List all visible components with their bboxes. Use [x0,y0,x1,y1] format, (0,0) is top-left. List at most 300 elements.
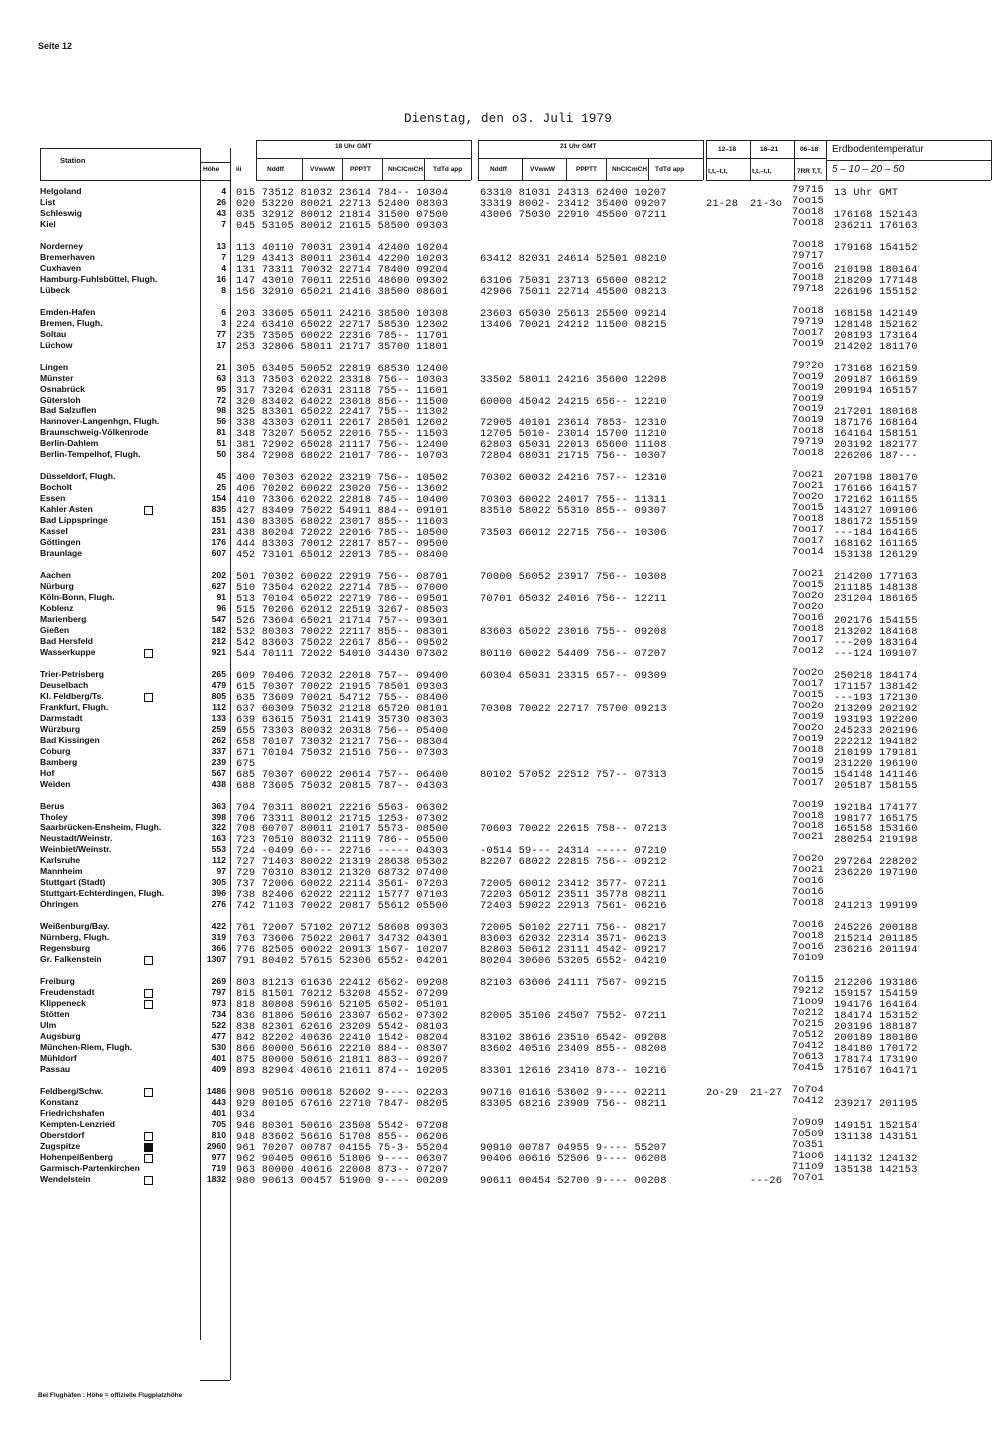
station-name: Bad Lippspringe [40,515,108,526]
obs-21-utc: 83301 12616 23410 873-- 10216 [480,1064,667,1077]
obs-18-utc: 253 32806 58011 21717 35700 11801 [236,340,449,353]
station-elevation: 719 [211,1162,226,1173]
soil-temperature: 213209 202192 [834,702,918,715]
soil-temperature: 280254 219198 [834,834,918,847]
obs-18-utc: 763 73606 75022 20617 34732 04301 [236,933,449,946]
station-name: München-Riem, Flugh. [40,1041,133,1052]
station-name: Koblenz [40,603,74,613]
rule-line [478,180,703,181]
station-elevation: 98 [216,405,226,416]
temp-06-18: 7oo16 [791,611,824,624]
obs-18-utc: 113 40110 70031 23914 42400 10204 [236,241,449,254]
station-name: Freudenstadt [40,987,95,998]
obs-21-utc: 72005 50102 22711 756-- 08217 [480,922,667,935]
header-erd-depths: 5 – 10 – 20 – 50 [832,164,905,175]
obs-21-utc: 90406 00616 52506 9---- 06208 [480,1152,667,1165]
obs-18-utc: 776 82505 60022 20913 1567- 10207 [236,944,449,957]
table-row [0,216,1000,232]
obs-18-utc: 803 81213 61636 22412 6562- 09208 [236,977,449,990]
soil-temperature: 159157 154159 [834,988,918,1001]
rule-line [750,140,751,180]
obs-21-utc: 63412 82031 24614 52501 08210 [480,252,667,265]
station-name: Saarbrücken-Ensheim, Flugh. [40,822,162,833]
station-elevation: 262 [211,734,226,745]
header-18-col-1: VVwwW [310,166,335,173]
station-elevation: 50 [216,449,226,460]
station-name: Garmisch-Partenkirchen [40,1162,140,1173]
obs-21-utc: 63310 81031 24313 62400 10207 [480,187,667,199]
obs-18-utc: 836 81806 50616 23307 6562- 07302 [236,1010,449,1023]
station-elevation: 366 [211,943,226,954]
obs-18-utc: 961 70207 00787 04155 75-3- 55204 [236,1141,449,1154]
station-name: Passau [40,1063,71,1074]
obs-21-utc: 83603 65022 23016 755-- 09208 [480,625,667,638]
temp-06-18: 7oo18 [791,622,824,635]
soil-temperature: 131138 143151 [834,1130,918,1143]
soil-temperature: 214200 177163 [834,571,918,584]
temp-06-18: 7oo18 [791,930,824,943]
rule-line [522,158,523,180]
temp-06-18: 711o9 [791,1160,824,1173]
obs-21-utc: 43006 75030 22910 45500 07211 [480,208,667,221]
table-row [0,282,1000,298]
station-name: Bocholt [40,482,72,493]
table-row [0,831,1000,847]
soil-temperature: 186172 155159 [834,516,918,529]
special-station-marker-icon [144,1088,153,1097]
station-elevation: 6 [221,306,226,317]
station-name: Feldberg/Schw. [40,1085,104,1096]
table-row [0,271,1000,287]
soil-temperature: ---209 183164 [834,636,918,649]
obs-18-utc: 045 53105 80012 21615 58500 09303 [236,219,449,232]
obs-21-utc: 72005 60012 23412 3577- 07211 [480,878,667,891]
soil-temperature: 205187 158155 [834,779,918,792]
station-elevation: 977 [211,1151,226,1162]
station-elevation: 522 [211,1019,226,1030]
obs-21-utc: 72403 59022 22913 7561- 06216 [480,900,667,913]
obs-18-utc: 317 73204 62031 23118 755-- 11601 [236,384,449,397]
station-elevation: 3 [221,317,226,328]
station-name: Weißenburg/Bay. [40,921,110,932]
table-row [0,579,1000,595]
station-name: Kahler Asten [40,504,93,515]
soil-temperature: 141132 124132 [834,1152,918,1165]
temp-18-21: 21-27 [750,1086,783,1099]
station-name: Lübeck [40,284,71,295]
station-elevation: 21 [216,361,226,372]
header-sub1: t,t,–t,t, [708,168,728,175]
header-sub3: 7RR T,T, [797,168,822,175]
temp-06-18: 7oo2o [791,590,824,603]
station-name: Stuttgart-Echterdingen, Flugh. [40,888,165,899]
table-row [0,886,1000,902]
temp-06-18: 7o613 [791,1050,824,1063]
obs-18-utc: 639 63615 75031 21419 35730 08303 [236,713,449,726]
obs-21-utc: 83603 62032 22314 3571- 06213 [480,933,667,946]
station-elevation: 1832 [206,1173,226,1184]
station-elevation: 91 [216,592,226,603]
temp-06-18: 7oo18 [791,897,824,910]
soil-temperature: 213202 184168 [834,625,918,638]
temp-06-18: 7oo19 [791,403,824,416]
obs-18-utc: 526 73604 65021 21714 757-- 09301 [236,614,449,627]
obs-18-utc: 381 72902 65028 21117 756-- 12400 [236,439,449,452]
station-elevation: 154 [211,493,226,504]
station-name: Braunlage [40,548,83,559]
station-name: Kassel [40,526,68,537]
station-name: Oberstdorf [40,1129,85,1140]
station-name: Würzburg [40,723,81,734]
table-row [0,1083,1000,1099]
station-elevation: 25 [216,482,226,493]
station-name: Bad Hersfeld [40,635,94,646]
temp-06-18: 7oo16 [791,260,824,273]
temp-06-18: 7o412 [791,1039,824,1052]
station-name: Deuselbach [40,679,89,690]
obs-18-utc: 738 82406 62022 22112 15777 07103 [236,889,449,902]
obs-21-utc: 90910 00787 04955 9---- 55207 [480,1141,667,1154]
obs-21-utc: 70303 60022 24017 755-- 11311 [480,494,667,507]
temp-06-18: 7o212 [791,1007,824,1020]
soil-temperature: 208193 173164 [834,329,918,342]
temp-06-18: 7oo16 [791,941,824,954]
obs-18-utc: 129 43413 80011 23614 42200 10203 [236,252,449,265]
station-elevation: 705 [211,1118,226,1129]
obs-18-utc: 815 81501 70212 53208 4552- 07209 [236,988,449,1001]
table-row [0,1028,1000,1044]
special-station-marker-icon [144,1176,153,1185]
obs-18-utc: 866 80000 56616 22210 884-- 08307 [236,1042,449,1055]
station-name: Kempten-Lenzried [40,1118,115,1129]
temp-06-18: 7oo17 [791,326,824,339]
obs-18-utc: 980 90613 00457 51900 9---- 00209 [236,1174,449,1187]
temp-06-18: 79?2o [791,359,824,372]
temp-06-18: 7oo16 [791,875,824,888]
station-elevation: 337 [211,745,226,756]
temp-06-18: 7oo18 [791,447,824,460]
station-elevation: 112 [212,701,226,712]
soil-temperature: 212206 193186 [834,977,918,990]
rule-line [991,140,992,180]
temp-06-18: 7oo18 [791,425,824,438]
rule-line [200,180,230,181]
obs-18-utc: 501 70302 60022 22919 756-- 08701 [236,571,449,584]
obs-18-utc: 438 80204 72022 22016 785-- 10500 [236,527,449,540]
obs-18-utc: 842 82202 40636 22410 1542- 08204 [236,1031,449,1044]
temp-06-18: 7oo18 [791,513,824,526]
temp-12-18: 21-28 [706,197,739,210]
obs-21-utc: 83305 68216 23909 756-- 08211 [480,1097,667,1110]
station-elevation: 182 [211,624,226,635]
soil-temperature: 175167 164171 [834,1064,918,1077]
temp-06-18: 7oo21 [791,568,824,581]
obs-18-utc: 875 80000 50616 21811 883-- 09207 [236,1053,449,1066]
station-elevation: 17 [216,339,226,350]
station-name: Frankfurt, Flugh. [40,701,109,712]
station-name: Freiburg [40,976,75,987]
temp-06-18: 7o215 [791,1017,824,1030]
station-name: Nürnberg, Flugh. [40,932,110,943]
soil-temperature: 203196 188187 [834,1020,918,1033]
station-name: Trier-Petrisberg [40,668,104,679]
obs-18-utc: 400 70303 62022 23219 756-- 10502 [236,472,449,485]
obs-18-utc: 515 70206 62012 22519 3267- 08503 [236,604,449,616]
soil-temperature: 168158 142149 [834,307,918,320]
date-title: Dienstag, den o3. Juli 1979 [404,112,612,126]
station-elevation: 259 [211,723,226,734]
temp-06-18: 7oo17 [791,677,824,690]
station-elevation: 1486 [206,1085,226,1096]
obs-18-utc: 929 80105 67616 22710 7847- 08205 [236,1097,449,1110]
temp-06-18: 71oo6 [791,1149,824,1162]
temp-06-18: 7oo19 [791,392,824,405]
station-elevation: 305 [211,877,226,888]
station-elevation: 56 [216,416,226,427]
page-label: Seite 12 [38,41,73,51]
table-row [0,666,1000,682]
soil-temperature: 245233 202196 [834,724,918,737]
soil-temperature: 236220 197190 [834,867,918,880]
obs-21-utc: 72804 68031 21715 756-- 10307 [480,450,667,463]
obs-18-utc: 131 73311 70032 22714 78400 09204 [236,263,449,276]
special-station-marker-icon [144,506,153,515]
table-row [0,1094,1000,1110]
rule-line [706,158,826,159]
table-row [0,743,1000,759]
special-station-marker-icon [144,649,153,658]
soil-temperature: 193193 192200 [834,713,918,726]
temp-06-18: 7o412 [791,1094,824,1107]
obs-21-utc: 73503 66012 22715 756-- 10306 [480,527,667,540]
temp-06-18: 7oo18 [791,304,824,317]
station-name: Kl. Feldberg/Ts. [40,690,104,701]
table-row [0,260,1000,276]
table-row [0,603,1000,614]
table-row [0,633,1000,649]
temp-06-18: 7o512 [791,1028,824,1041]
soil-temperature: 211185 148138 [834,582,918,595]
station-name: Coburg [40,745,71,756]
temp-06-18: 7oo17 [791,535,824,548]
obs-18-utc: 609 70406 72032 22018 757-- 09400 [236,669,449,682]
station-name: Konstanz [40,1096,79,1107]
table-row [0,798,1000,814]
obs-18-utc: 838 82301 62616 23209 5542- 08103 [236,1020,449,1033]
obs-21-utc: 60000 45042 24215 656-- 12210 [480,395,667,408]
temp-06-18: 7oo18 [791,271,824,284]
station-elevation: 319 [211,932,226,943]
obs-18-utc: 761 72007 57102 20712 58608 09303 [236,922,449,935]
rule-line [478,158,703,159]
table-row [0,875,1000,891]
station-name: Mannheim [40,866,83,877]
station-elevation: 7 [221,218,226,229]
temp-06-18: 7oo19 [791,337,824,350]
rule-line [794,140,795,180]
table-row [0,491,1000,507]
station-name: Aachen [40,570,72,581]
temp-06-18: 7o115 [791,974,824,987]
temp-06-18: 7oo15 [791,765,824,778]
obs-18-utc: 791 80402 57615 52306 6552- 04201 [236,955,449,968]
obs-21-utc: 72203 65012 23511 35778 08211 [480,889,667,902]
table-row [0,1061,1000,1077]
station-name: Essen [40,493,66,504]
soil-temperature: 210198 180164 [834,263,918,276]
obs-18-utc: 658 70107 73032 21217 756-- 08304 [236,735,449,748]
temp-06-18: 7o7o1 [791,1171,824,1184]
special-station-marker-icon [144,1143,153,1152]
station-elevation: 409 [211,1063,226,1074]
special-station-marker-icon [144,1132,153,1141]
station-elevation: 4 [221,262,226,273]
soil-temperature: 250218 184174 [834,669,918,682]
obs-18-utc: 313 73503 62022 23318 756-- 10303 [236,373,449,386]
station-elevation: 176 [211,537,226,548]
soil-temperature: 154148 141146 [834,768,918,781]
station-name: Karlsruhe [40,855,81,866]
temp-06-18: 79719 [791,315,824,328]
header-18-col-2: PPPTT [350,166,371,173]
station-elevation: 26 [216,196,226,207]
temp-06-18: 7oo2o [791,699,824,712]
obs-18-utc: 035 32912 80012 21814 31500 07500 [236,208,449,221]
temp-18-21: ---26 [750,1174,783,1187]
table-row [0,238,1000,254]
soil-temperature: 184180 170172 [834,1042,918,1055]
soil-temperature: 245226 200188 [834,922,918,935]
soil-temperature: 149151 152154 [834,1119,918,1132]
table-row [0,403,1000,419]
soil-temperature: 176166 164157 [834,483,918,496]
station-name: Kiel [40,218,56,229]
special-station-marker-icon [144,956,153,965]
obs-18-utc: 724 -0409 60--- 22716 ----- 04303 [236,845,449,858]
temp-06-18: 79715 [791,184,824,196]
station-name: Hannover-Langenhgn, Flugh. [40,416,160,427]
temp-06-18: 7oo18 [791,809,824,822]
table-row [0,381,1000,397]
obs-21-utc: 90716 01616 53602 9---- 02211 [480,1086,667,1099]
temp-06-18: 7oo2o [791,601,824,613]
station-elevation: 4 [221,186,226,196]
rule-line [40,148,41,180]
station-elevation: 530 [211,1041,226,1052]
station-elevation: 1307 [206,954,226,965]
obs-21-utc: 80102 57052 22512 757-- 07313 [480,768,667,781]
table-row [0,699,1000,715]
obs-21-utc: 70000 56052 23917 756-- 10308 [480,571,667,584]
station-name: Mühldorf [40,1052,77,1063]
header-18-col-4: TdTd app [433,166,463,173]
obs-18-utc: 156 32910 65021 21416 38500 08601 [236,285,449,298]
soil-temperature: 218209 177148 [834,274,918,287]
station-name: Stuttgart (Stadt) [40,877,106,888]
station-name: Düsseldorf, Flugh. [40,471,116,482]
obs-21-utc: 82207 68022 22815 756-- 09212 [480,856,667,869]
special-station-marker-icon [144,1000,153,1009]
soil-temperature: 192184 174177 [834,801,918,814]
temp-06-18: 7o7o4 [791,1083,824,1096]
station-elevation: 77 [216,328,226,339]
temp-06-18: 7oo19 [791,798,824,811]
soil-temperature: 203192 182177 [834,439,918,452]
obs-21-utc: 23603 65030 25613 25500 09214 [480,307,667,320]
temp-06-18: 7oo17 [791,524,824,537]
soil-temperature: 236211 176163 [834,219,918,232]
rule-line [648,158,649,180]
soil-temperature: ---184 164165 [834,527,918,540]
station-elevation: 7 [221,251,226,262]
table-row [0,1171,1000,1187]
obs-21-utc: 12705 5010- 23014 15700 11210 [480,428,667,441]
obs-18-utc: 325 83301 65022 22417 755-- 11302 [236,406,449,419]
rule-line [424,158,425,180]
obs-18-utc: 934 [236,1108,256,1121]
station-elevation: 8 [221,284,226,295]
station-elevation: 202 [211,570,226,581]
table-row [0,1160,1000,1176]
obs-21-utc: 70701 65032 24016 756-- 12211 [480,593,667,606]
table-row [0,447,1000,463]
obs-18-utc: 020 53220 80021 22713 52400 08303 [236,197,449,210]
station-name: Klippeneck [40,998,86,1009]
station-name: Köln-Bonn, Flugh. [40,592,115,603]
temp-06-18: 7oo18 [791,743,824,756]
soil-temperature: 173168 162159 [834,362,918,375]
obs-18-utc: 203 33605 65011 24216 38500 10308 [236,307,449,320]
obs-18-utc: 542 83603 75022 22617 856-- 09502 [236,636,449,649]
soil-temperature: 135138 142153 [834,1163,918,1176]
soil-temperature: 239217 201195 [834,1097,918,1110]
table-row [0,844,1000,858]
table-row [0,535,1000,551]
station-name: Braunschweig-Völkenrode [40,427,149,438]
temp-06-18: 7oo2o [791,491,824,504]
obs-18-utc: 655 73303 80032 20318 756-- 05400 [236,724,449,737]
temp-06-18: 71oo9 [791,996,824,1009]
obs-18-utc: 513 70104 65022 22719 786-- 09501 [236,593,449,606]
station-elevation: 265 [211,668,226,679]
station-name: Hamburg-Fuhlsbüttel, Flugh. [40,273,158,284]
station-name: Soltau [40,328,67,339]
rule-line [471,140,472,180]
obs-18-utc: 704 70311 80021 22216 5563- 06302 [236,801,449,814]
table-row [0,996,1000,1012]
table-row [0,326,1000,342]
temp-06-18: 7oo21 [791,831,824,844]
soil-temperature: 202176 154155 [834,614,918,627]
temp-06-18: 7oo19 [791,381,824,394]
header-21-col-4: TdTd app [655,166,685,173]
table-row [0,974,1000,990]
obs-18-utc: 544 70111 72022 54010 34430 07302 [236,647,449,660]
obs-21-utc: 63106 75031 23713 65600 08212 [480,274,667,287]
header-18-col-0: Nddff [267,166,284,173]
obs-21-utc: 83102 38616 23510 6542- 09208 [480,1031,667,1044]
station-name: Gütersloh [40,394,81,405]
header-18-col-3: NhClCmCH [388,166,424,173]
obs-21-utc: 80204 30606 53205 6552- 04210 [480,955,667,968]
table-row [0,513,1000,529]
rule-line [478,140,703,141]
station-elevation: 151 [211,515,226,526]
temp-06-18: 7oo18 [791,238,824,251]
table-row [0,952,1000,968]
table-row [0,436,1000,452]
table-row [0,1108,1000,1119]
